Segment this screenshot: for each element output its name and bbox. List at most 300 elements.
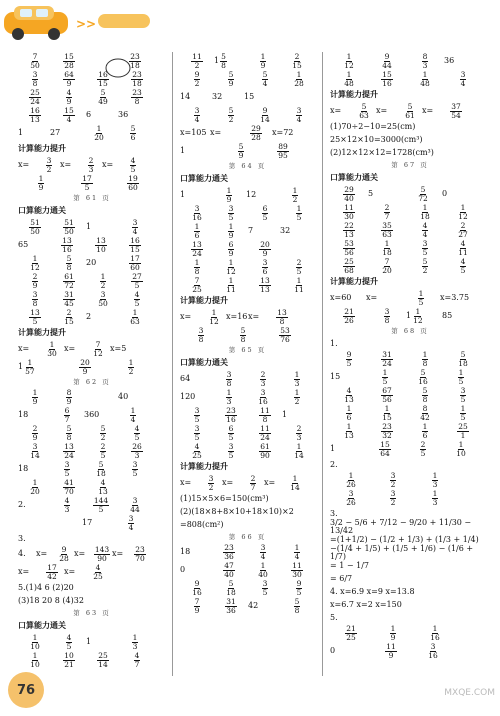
answer-value: $\frac{9}{5}$ (296, 578, 302, 597)
answer-value: $\frac{1}{9}$ (390, 623, 396, 642)
page-label: 第 68 页 (391, 326, 429, 335)
answer-value: x=16 (226, 312, 248, 321)
answer-value: $\frac{11}{2}$ (192, 51, 202, 70)
answer-value: $\frac{1}{3}$ (294, 369, 300, 388)
answer-value: $\frac{5}{18}$ (226, 578, 236, 597)
answer-value: $\frac{1}{8}$ (422, 349, 428, 368)
answer-value: x= (210, 128, 222, 137)
answer-value: $\frac{8}{3}$ (422, 51, 428, 70)
answer-value: $\frac{1}{6}$ (194, 221, 200, 240)
answer-value: $\frac{9}{16}$ (192, 578, 202, 597)
answer-row (180, 204, 315, 222)
answer-value: $\frac{13}{8}$ (277, 307, 287, 326)
answer-value: $\frac{4}{25}$ (192, 441, 202, 460)
answer-value: $\frac{23}{70}$ (135, 544, 145, 563)
answer-row (18, 563, 166, 581)
answer-value: 32 (280, 226, 291, 235)
answer-value: $\frac{23}{36}$ (224, 542, 234, 561)
answer-row (180, 308, 315, 326)
answer-row (180, 579, 315, 597)
answer-row (330, 404, 490, 422)
answer-value: $\frac{1}{18}$ (382, 238, 392, 257)
answer-text: 5.(1)4 6 (2)20 (18, 582, 74, 592)
answer-value: $\frac{3}{14}$ (30, 441, 40, 460)
answer-value: $\frac{6}{5}$ (228, 423, 234, 442)
answer-value: $\frac{6}{9}$ (228, 239, 234, 258)
answer-value: x=60 (330, 293, 352, 302)
answer-value: $\frac{61}{90}$ (260, 441, 270, 460)
column-2 (180, 52, 315, 615)
answer-value: $\frac{1}{9}$ (38, 173, 44, 192)
answer-value: x= (102, 160, 114, 169)
answer-value: $\frac{3}{8}$ (384, 306, 390, 325)
answer-value: $\frac{1}{5}$ (296, 203, 302, 222)
answer-value: $\frac{1}{5}$ (382, 367, 388, 386)
answer-value: $\frac{1}{48}$ (420, 69, 430, 88)
answer-value: $\frac{11}{9}$ (386, 641, 396, 660)
answer-value: $\frac{1}{8}$ (194, 257, 200, 276)
answer-row (330, 368, 490, 386)
answer-value: $\frac{31}{36}$ (226, 596, 236, 615)
answer-value: $\frac{47}{40}$ (224, 560, 234, 579)
answer-value: $\frac{1}{10}$ (456, 439, 466, 458)
svg-text:>>: >> (76, 17, 97, 31)
answer-row (180, 276, 315, 294)
answer-value: 27 (50, 128, 61, 137)
answer-value: $\frac{11}{24}$ (260, 423, 270, 442)
answer-value: $\frac{1}{3}$ (432, 470, 438, 489)
answer-value: x= (64, 567, 76, 576)
answer-value: $\frac{2}{3}$ (88, 155, 94, 174)
answer-value: $\frac{3}{8}$ (198, 325, 204, 344)
column-divider (172, 52, 173, 676)
answer-value: $\frac{3}{16}$ (258, 387, 268, 406)
answer-stamp (96, 56, 156, 90)
answer-value: $\frac{5}{8}$ (240, 325, 246, 344)
answer-value: $\frac{2}{3}$ (260, 369, 266, 388)
answer-value: $\frac{25}{14}$ (98, 650, 108, 669)
answer-value: x= (180, 478, 192, 487)
answer-row (330, 489, 490, 507)
answer-value: $\frac{5}{72}$ (418, 184, 428, 203)
answer-value: $\frac{5}{2}$ (228, 105, 234, 124)
answer-value: $\frac{7}{12}$ (93, 339, 103, 358)
answer-value: $\frac{37}{54}$ (451, 101, 461, 120)
answer-value: $\frac{1}{28}$ (294, 69, 304, 88)
answer-value: $\frac{3}{6}$ (262, 257, 268, 276)
answer-value: $\frac{1}{15}$ (382, 403, 392, 422)
answer-value: $\frac{2}{15}$ (292, 51, 302, 70)
section-heading: 计算能力提升 (330, 90, 378, 99)
answer-value: $\frac{15}{64}$ (380, 439, 390, 458)
answer-value: $\frac{144}{5}$ (93, 495, 109, 514)
answer-value: $\frac{11}{8}$ (260, 405, 270, 424)
page-label: 第 65 页 (228, 345, 267, 354)
answer-value: $\frac{19}{60}$ (128, 173, 138, 192)
answer-row (18, 88, 166, 106)
answer-value: 64 (180, 374, 191, 383)
answer-value: $\frac{1}{11}$ (226, 275, 236, 294)
answer-value: $\frac{3}{4}$ (132, 217, 138, 236)
answer-value: $\frac{1}{48}$ (344, 69, 354, 88)
answer-row (18, 218, 166, 236)
answer-value: $\frac{3}{8}$ (32, 69, 38, 88)
answer-row (18, 174, 166, 192)
answer-value: 85 (442, 311, 453, 320)
question-number: 5. (330, 612, 338, 622)
answer-text: (1)70÷2−10=25(cm) (330, 121, 416, 131)
header-banner (0, 0, 500, 44)
column-3 (330, 52, 490, 660)
answer-value: $\frac{3}{5}$ (194, 405, 200, 424)
answer-value: $\frac{15}{4}$ (64, 105, 74, 124)
answer-value: $\frac{5}{2}$ (100, 423, 106, 442)
answer-value: $\frac{20}{9}$ (80, 357, 90, 376)
answer-value: $\frac{6}{5}$ (262, 203, 268, 222)
answer-value: $\frac{16}{13}$ (30, 105, 40, 124)
answer-value: $\frac{5}{9}$ (238, 141, 244, 160)
answer-value: $\frac{9}{28}$ (59, 544, 69, 563)
answer-value: x= (18, 344, 30, 353)
answer-value: 0 (330, 646, 336, 655)
answer-value: $\frac{5}{4}$ (262, 69, 268, 88)
answer-row (18, 272, 166, 290)
section-heading: 口算能力通关 (180, 174, 228, 183)
answer-value: $\frac{27}{5}$ (132, 271, 142, 290)
answer-value: $\frac{1}{18}$ (420, 202, 430, 221)
answer-value: 42 (248, 601, 259, 610)
answer-value: 18 (18, 464, 29, 473)
working-step: = 6/7 (330, 573, 353, 583)
answer-value: $\frac{16}{15}$ (130, 235, 140, 254)
answer-row (18, 406, 166, 424)
answer-value: x= (248, 312, 260, 321)
answer-row (180, 222, 315, 240)
answer-value: 1 (180, 190, 186, 199)
answer-value: x=5 (110, 344, 127, 353)
answer-value: $\frac{5}{2}$ (422, 256, 428, 275)
answer-row (330, 440, 490, 458)
answer-value: $\frac{2}{3}$ (296, 423, 302, 442)
answer-value: $\frac{9}{44}$ (382, 51, 392, 70)
answer-value: $\frac{3}{4}$ (296, 105, 302, 124)
answer-value: $\frac{1}{20}$ (30, 477, 40, 496)
answer-value: $\frac{5}{18}$ (96, 459, 106, 478)
answer-row (180, 561, 315, 579)
answer-value: 65 (18, 240, 29, 249)
answer-value: $\frac{2}{5}$ (420, 439, 426, 458)
answer-row (18, 442, 166, 460)
answer-value: $\frac{4}{5}$ (130, 155, 136, 174)
answer-row (330, 642, 490, 660)
answer-row (330, 239, 490, 257)
answer-value: $\frac{11}{30}$ (344, 202, 354, 221)
answer-row (180, 370, 315, 388)
answer-value: $\frac{7}{50}$ (30, 51, 40, 70)
answer-value: $\frac{9}{5}$ (346, 349, 352, 368)
section-heading: 计算能力提升 (180, 296, 228, 305)
answer-text: (3)18 20 8 (4)32 (18, 595, 84, 605)
answer-value: $\frac{2}{5}$ (100, 441, 106, 460)
answer-value: $\frac{7}{25}$ (192, 275, 202, 294)
answer-row (180, 442, 315, 460)
answer-value: $\frac{3}{4}$ (260, 542, 266, 561)
answer-row (330, 422, 490, 440)
answer-value: $\frac{29}{40}$ (344, 184, 354, 203)
answer-value: $\frac{13}{24}$ (192, 239, 202, 258)
answer-value: $\frac{4}{25}$ (93, 562, 103, 581)
answer-value: x=72 (272, 128, 294, 137)
answer-value: x= (222, 478, 234, 487)
answer-value: $\frac{1}{9}$ (260, 51, 266, 70)
answer-value: 40 (118, 392, 129, 401)
answer-value: $\frac{2}{7}$ (384, 202, 390, 221)
answer-value: 2. (18, 500, 26, 509)
answer-value: $\frac{21}{25}$ (346, 623, 356, 642)
section-heading: 计算能力提升 (18, 144, 66, 153)
answer-value: $\frac{3}{4}$ (460, 69, 466, 88)
answer-value: $\frac{1}{9}$ (32, 387, 38, 406)
answer-value: $\frac{3}{5}$ (228, 441, 234, 460)
answer-value: $\frac{22}{13}$ (344, 220, 354, 239)
answer-value: 360 (84, 410, 100, 419)
answer-value: x= (366, 293, 378, 302)
answer-value: x= (330, 106, 342, 115)
answer-value: $\frac{5}{9}$ (228, 69, 234, 88)
answer-value: $\frac{3}{44}$ (130, 495, 140, 514)
answer-value: 32 (212, 92, 223, 101)
answer-row (18, 106, 166, 124)
answer-row (18, 651, 166, 669)
answer-value: $\frac{5}{61}$ (405, 101, 415, 120)
answer-row (18, 236, 166, 254)
section-heading: 口算能力通关 (330, 173, 378, 182)
page-label: 第 62 页 (73, 377, 111, 386)
answer-row (330, 307, 490, 325)
answer-value: $\frac{1}{5}$ (458, 367, 464, 386)
answer-value: $\frac{3}{8}$ (226, 369, 232, 388)
answer-value: $\frac{2}{15}$ (64, 307, 74, 326)
answer-value: $\frac{11}{30}$ (292, 560, 302, 579)
answer-row (330, 203, 490, 221)
answer-value: 1 $\frac{1}{12}$ (406, 306, 423, 325)
answer-text: (2)(18×8+8×10+18×10)×2 (180, 506, 294, 516)
answer-value: $\frac{1}{12}$ (344, 51, 354, 70)
answer-value: $\frac{3}{5}$ (64, 459, 70, 478)
answer-value: $\frac{4}{13}$ (344, 385, 354, 404)
answer-value: $\frac{3}{2}$ (390, 488, 396, 507)
answer-row (18, 254, 166, 272)
answer-row (330, 289, 490, 307)
answer-value: 5 (368, 189, 374, 198)
section-heading: 计算能力提升 (180, 462, 228, 471)
answer-value: $\frac{4}{7}$ (134, 650, 140, 669)
answer-value: $\frac{4}{5}$ (460, 256, 466, 275)
answer-value: $\frac{3}{5}$ (460, 385, 466, 404)
answer-value: $\frac{1}{3}$ (132, 632, 138, 651)
answer-value: $\frac{61}{72}$ (64, 271, 74, 290)
answer-value: $\frac{10}{21}$ (64, 650, 74, 669)
answer-value: x= (422, 106, 434, 115)
answer-value: x= (74, 549, 86, 558)
answer-row (18, 340, 166, 358)
answer-row (330, 257, 490, 275)
answer-row (18, 460, 166, 478)
answer-value: $\frac{3}{5}$ (194, 423, 200, 442)
answer-value: $\frac{1}{13}$ (344, 421, 354, 440)
answer-value: 4. (18, 549, 26, 558)
answer-value: $\frac{7}{9}$ (194, 596, 200, 615)
question-number: 3. (330, 508, 338, 518)
answer-value: $\frac{1}{20}$ (94, 123, 104, 142)
answer-value: $\frac{13}{13}$ (260, 275, 270, 294)
answer-value: $\frac{5}{6}$ (130, 123, 136, 142)
answer-text: 4. x=6.9 x=9 x=13.8 (330, 586, 415, 596)
page-number: 76 (8, 672, 44, 708)
answer-value: $\frac{1}{12}$ (209, 307, 219, 326)
answer-row (18, 424, 166, 442)
answer-value: $\frac{17}{5}$ (82, 173, 92, 192)
answer-value: $\frac{1}{2}$ (128, 357, 134, 376)
answer-value: 1 (330, 444, 336, 453)
answer-value: $\frac{4}{5}$ (66, 632, 72, 651)
answer-value: $\frac{3}{4}$ (128, 513, 134, 532)
answer-value: 36 (118, 110, 129, 119)
page-label: 第 66 页 (228, 532, 267, 541)
answer-value: $\frac{1}{11}$ (294, 275, 304, 294)
answer-value: $\frac{5}{8}$ (66, 253, 72, 272)
answer-value: $\frac{1}{14}$ (290, 473, 300, 492)
answer-value: $\frac{1}{5}$ (460, 403, 466, 422)
answer-value: x= (18, 160, 30, 169)
answer-value: $\frac{25}{1}$ (458, 421, 468, 440)
answer-value: $\frac{1}{10}$ (30, 650, 40, 669)
answer-value: $\frac{9}{2}$ (194, 69, 200, 88)
answer-value: $\frac{51}{50}$ (64, 217, 74, 236)
answer-row (18, 290, 166, 308)
answer-value: $\frac{1}{10}$ (30, 632, 40, 651)
answer-value: $\frac{5}{8}$ (66, 423, 72, 442)
answer-value: $\frac{1}{63}$ (130, 307, 140, 326)
answer-value: $\frac{23}{18}$ (132, 69, 142, 88)
answer-row (330, 350, 490, 368)
answer-value: $\frac{3}{8}$ (32, 289, 38, 308)
answer-value: $\frac{1}{40}$ (258, 560, 268, 579)
answer-value: $\frac{3}{2}$ (46, 155, 52, 174)
answer-value: $\frac{4}{13}$ (98, 477, 108, 496)
question-number: 3. (18, 533, 26, 543)
answer-value: $\frac{41}{70}$ (64, 477, 74, 496)
answer-row (180, 240, 315, 258)
answer-value: $\frac{2}{27}$ (458, 220, 468, 239)
answer-value: 1 (18, 128, 24, 137)
answer-value: 1 (86, 222, 92, 231)
answer-value: $\frac{1}{12}$ (226, 257, 236, 276)
answer-value: 18 (180, 547, 191, 556)
answer-value: $\frac{4}{3}$ (64, 495, 70, 514)
answer-value: $\frac{13}{24}$ (64, 441, 74, 460)
answer-value: $\frac{1}{12}$ (458, 202, 468, 221)
answer-value: $\frac{1}{3}$ (432, 488, 438, 507)
answer-row (180, 142, 315, 160)
answer-value: x= (264, 478, 276, 487)
answer-row (330, 624, 490, 642)
answer-value: $\frac{5}{16}$ (418, 367, 428, 386)
answer-value: $\frac{3}{5}$ (262, 578, 268, 597)
answer-value: $\frac{2}{9}$ (32, 271, 38, 290)
answer-value: 15 (330, 372, 341, 381)
answer-row (180, 124, 315, 142)
answer-value: $\frac{25}{24}$ (30, 87, 40, 106)
answer-value: $\frac{3}{5}$ (228, 203, 234, 222)
answer-value: x= (18, 567, 30, 576)
answer-value: $\frac{21}{26}$ (344, 306, 354, 325)
page-label: 第 61 页 (73, 193, 111, 202)
answer-value: 14 (180, 92, 191, 101)
answer-value: $\frac{1}{6}$ (346, 403, 352, 422)
answer-value: $\frac{64}{9}$ (64, 69, 74, 88)
answer-value: $\frac{23}{32}$ (382, 421, 392, 440)
answer-value: $\frac{1}{26}$ (346, 470, 356, 489)
section-heading: 口算能力通关 (180, 358, 228, 367)
answer-row (180, 186, 315, 204)
answer-value: $\frac{5}{63}$ (359, 101, 369, 120)
answer-value: $\frac{1}{2}$ (292, 185, 298, 204)
answer-value: $\frac{20}{9}$ (260, 239, 270, 258)
answer-value: $\frac{8}{42}$ (420, 403, 430, 422)
working-step: 3/2 − 5/6 + 7/12 − 9/20 + 11/30 − 13/42 (330, 517, 472, 535)
answer-value: $\frac{6}{7}$ (64, 405, 70, 424)
answer-value: x= (60, 160, 72, 169)
answer-value: x=3.75 (440, 293, 470, 302)
answer-row (330, 70, 490, 88)
answer-value: $\frac{15}{28}$ (64, 51, 74, 70)
answer-row (180, 88, 315, 106)
answer-value: $\frac{1}{3}$ (226, 387, 232, 406)
answer-row (18, 496, 166, 514)
answer-value: $\frac{4}{9}$ (66, 87, 72, 106)
answer-value: x= (112, 549, 124, 558)
answer-row (18, 388, 166, 406)
answer-value: 0 (180, 565, 186, 574)
answer-value: $\frac{15}{16}$ (382, 69, 392, 88)
answer-value: $\frac{5}{18}$ (458, 349, 468, 368)
answer-value: $\frac{53}{56}$ (344, 238, 354, 257)
answer-value: $\frac{1}{6}$ (422, 421, 428, 440)
answer-value: $\frac{1}{2}$ (294, 387, 300, 406)
answer-value: $\frac{51}{50}$ (30, 217, 40, 236)
answer-value: $\frac{3}{16}$ (428, 641, 438, 660)
answer-value: 15 (244, 92, 255, 101)
answer-value: $\frac{13}{5}$ (30, 307, 40, 326)
answer-value: $\frac{13}{16}$ (62, 235, 72, 254)
answer-value: 1 (86, 637, 92, 646)
column-1 (18, 52, 166, 669)
answer-value: $\frac{8}{9}$ (66, 387, 72, 406)
answer-value: $\frac{31}{45}$ (64, 289, 74, 308)
answer-row (18, 633, 166, 651)
answer-value: $\frac{25}{68}$ (344, 256, 354, 275)
answer-value: $\frac{1}{16}$ (430, 623, 440, 642)
answer-value: $\frac{23}{18}$ (130, 51, 140, 70)
answer-value: $\frac{67}{56}$ (382, 385, 392, 404)
answer-row (180, 388, 315, 406)
watermark: MXQE.COM (444, 688, 495, 698)
answer-value: $\frac{1}{9}$ (226, 185, 232, 204)
answer-row (180, 106, 315, 124)
answer-value: $\frac{3}{26}$ (346, 488, 356, 507)
answer-row (18, 124, 166, 142)
